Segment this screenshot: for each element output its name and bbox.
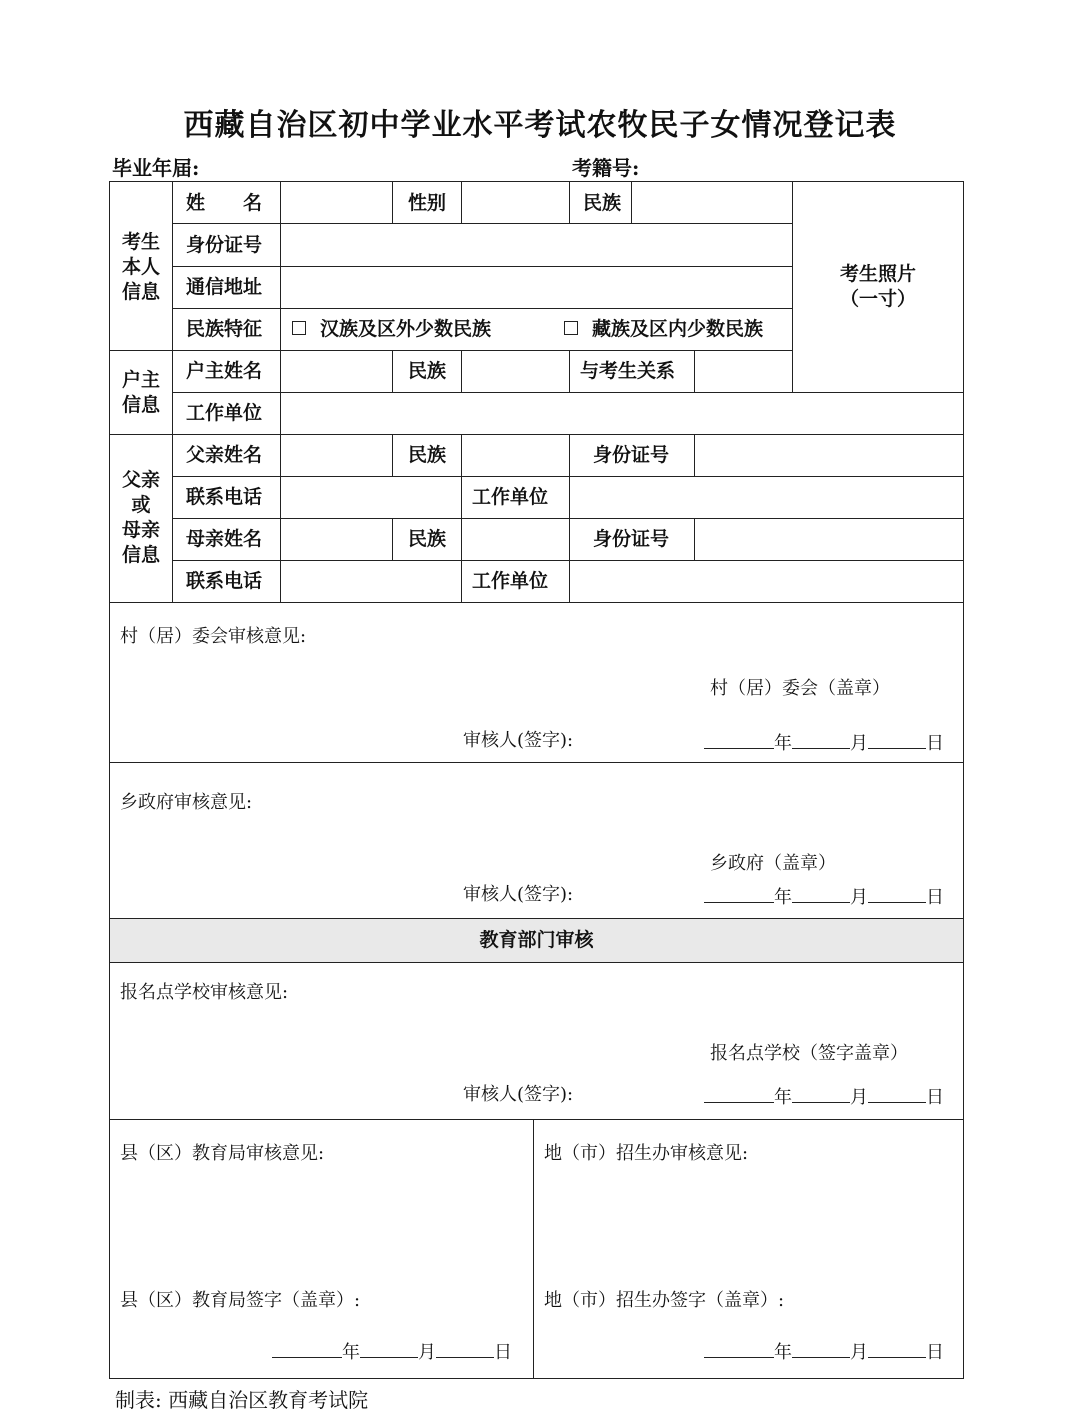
county-opinion-label: 县（区）教育局审核意见: bbox=[120, 1143, 325, 1164]
ethnic-feature-label: 民族特征 bbox=[186, 318, 263, 340]
photo-placeholder: 考生照片 （一寸） bbox=[839, 263, 916, 310]
householder-workplace-label: 工作单位 bbox=[186, 402, 263, 424]
student-name-label: 姓 名 bbox=[186, 192, 263, 214]
school-seal-label: 报名点学校（签字盖章） bbox=[710, 1043, 908, 1064]
father-ethnicity-label: 民族 bbox=[408, 444, 447, 466]
householder-ethnicity-label: 民族 bbox=[408, 360, 447, 382]
exam-id-label: 考籍号: bbox=[572, 156, 640, 180]
township-reviewer-label: 审核人(签字): bbox=[463, 884, 574, 905]
school-date: 年 月 日 bbox=[704, 1086, 944, 1107]
city-opinion-label: 地（市）招生办审核意见: bbox=[544, 1143, 749, 1164]
graduation-year-label: 毕业年届: bbox=[112, 156, 200, 180]
student-gender-label: 性别 bbox=[408, 192, 447, 214]
option-tibetan-label: 藏族及区内少数民族 bbox=[592, 318, 764, 340]
county-signature-label: 县（区）教育局签字（盖章）: bbox=[120, 1290, 361, 1311]
student-ethnicity-label: 民族 bbox=[583, 192, 622, 214]
footer-maker: 制表: 西藏自治区教育考试院 bbox=[115, 1388, 369, 1412]
mother-workplace-label: 工作单位 bbox=[472, 570, 549, 592]
school-opinion-label: 报名点学校审核意见: bbox=[120, 982, 289, 1003]
page-title: 西藏自治区初中学业水平考试农牧民子女情况登记表 bbox=[183, 108, 897, 143]
father-name-label: 父亲姓名 bbox=[186, 444, 263, 466]
father-id-label: 身份证号 bbox=[593, 444, 670, 466]
mother-phone-label: 联系电话 bbox=[186, 570, 263, 592]
village-reviewer-label: 审核人(签字): bbox=[463, 730, 574, 751]
school-reviewer-label: 审核人(签字): bbox=[463, 1084, 574, 1105]
student-section-label: 考生 本人 信息 bbox=[121, 231, 160, 303]
mother-ethnicity-label: 民族 bbox=[408, 528, 447, 550]
relation-label: 与考生关系 bbox=[580, 360, 676, 382]
edu-dept-heading: 教育部门审核 bbox=[479, 929, 594, 951]
checkbox-icon[interactable] bbox=[292, 321, 306, 335]
checkbox-icon[interactable] bbox=[564, 321, 578, 335]
mother-name-label: 母亲姓名 bbox=[186, 528, 263, 550]
township-date: 年 月 日 bbox=[704, 886, 944, 907]
city-date: 年 月 日 bbox=[704, 1341, 944, 1362]
mother-id-label: 身份证号 bbox=[593, 528, 670, 550]
city-signature-label: 地（市）招生办签字（盖章）: bbox=[544, 1290, 785, 1311]
student-id-label: 身份证号 bbox=[186, 234, 263, 256]
option-han-label: 汉族及区外少数民族 bbox=[320, 318, 492, 340]
option-han[interactable] bbox=[292, 320, 491, 339]
father-phone-label: 联系电话 bbox=[186, 486, 263, 508]
village-date: 年 月 日 bbox=[704, 732, 944, 753]
township-opinion-label: 乡政府审核意见: bbox=[120, 792, 253, 813]
father-workplace-label: 工作单位 bbox=[472, 486, 549, 508]
parents-section-label: 父亲 或 母亲 信息 bbox=[121, 469, 160, 566]
householder-name-label: 户主姓名 bbox=[186, 360, 263, 382]
county-date: 年 月 日 bbox=[272, 1341, 512, 1362]
householder-section-label: 户主 信息 bbox=[121, 369, 160, 416]
township-seal-label: 乡政府（盖章） bbox=[710, 853, 836, 874]
village-opinion-label: 村（居）委会审核意见: bbox=[120, 626, 307, 647]
option-tibetan[interactable] bbox=[564, 320, 763, 339]
village-seal-label: 村（居）委会（盖章） bbox=[710, 678, 890, 699]
student-address-label: 通信地址 bbox=[186, 276, 263, 298]
